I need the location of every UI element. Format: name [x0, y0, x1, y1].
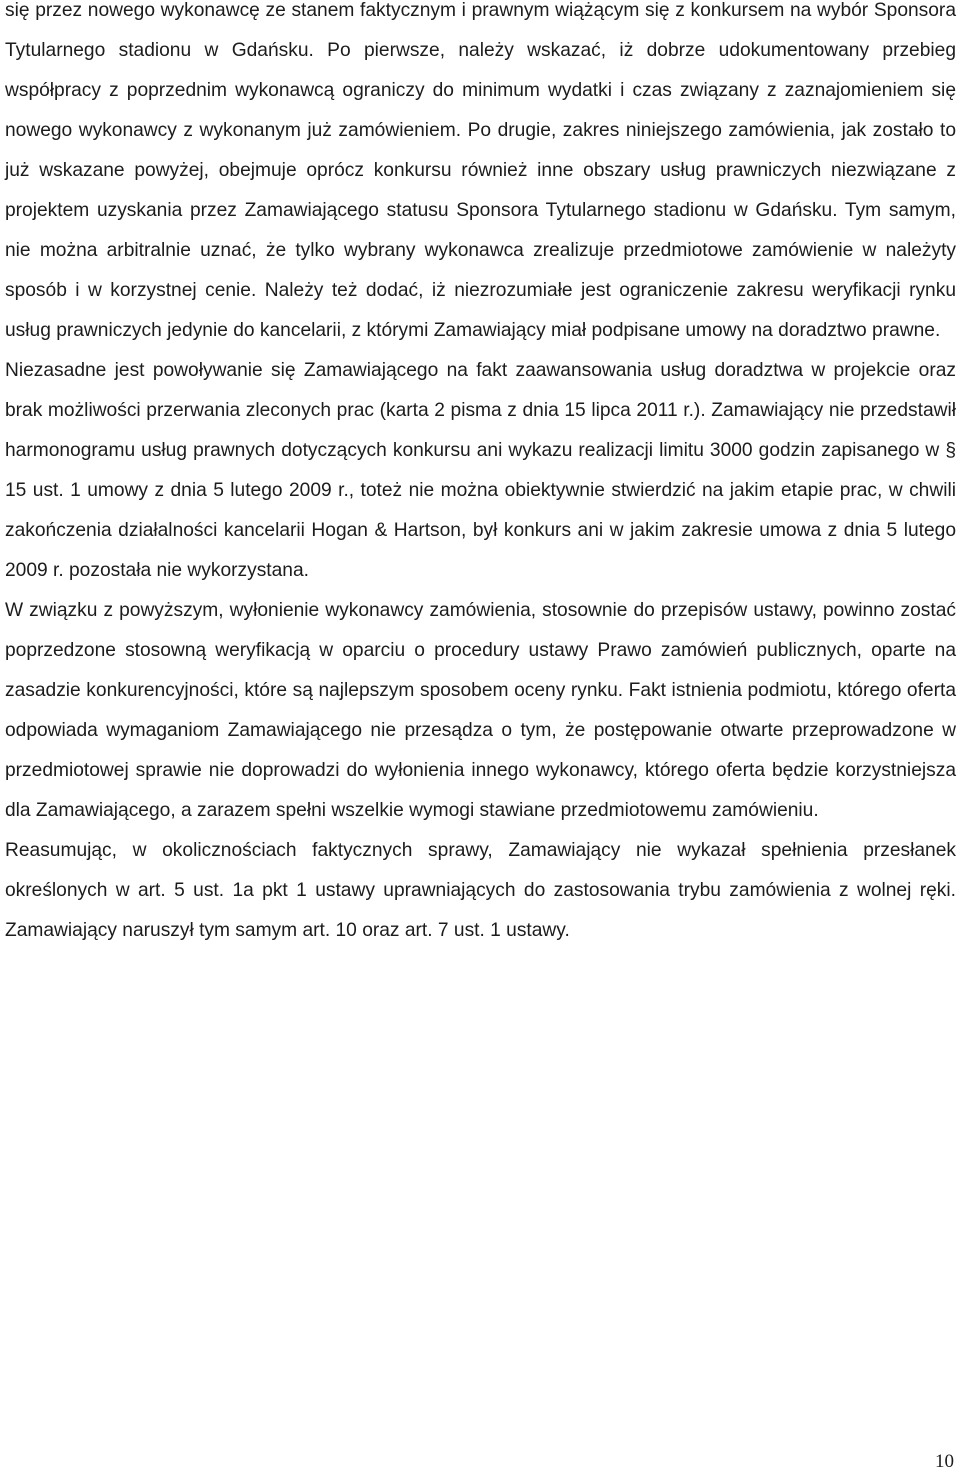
document-page: [5, 0, 956, 951]
paragraph-1: się przez nowego wykonawcę ze stanem faktycznym i prawnym wiążącym się z konkursem na wybór Sponsora Tytularnego stadionu w Gdańsku. Po pierwsze, należy wskazać, iż dobrze udokumentowany przebieg współpracy z poprzednim wykonawcą ograniczy do minimum wydatki i czas związany z zaznajomieniem się nowego wykonawcy z wykonanym już zamówieniem. Po drugie, zakres niniejszego zamówienia, jak zostało to już wskazane powyżej, obejmuje oprócz konkursu również inne obszary usług prawniczych niezwiązane z projektem uzyskania przez Zamawiającego statusu Sponsora Tytularnego stadionu w Gdańsku. Tym samym, nie można arbitralnie uznać, że tylko wybrany wykonawca zrealizuje przedmiotowe zamówienie w należyty sposób i w korzystnej cenie. Należy też dodać, iż niezrozumiałe jest ograniczenie zakresu weryfikacji rynku usług prawniczych jedynie do kancelarii, z którymi Zamawiający miał podpisane umowy na doradztwo prawne.: [5, 0, 956, 341]
paragraph-2: Niezasadne jest powoływanie się Zamawiającego na fakt zaawansowania usług doradztwa w projekcie oraz brak możliwości przerwania zleconych prac (karta 2 pisma z dnia 15 lipca 2011 r.). Zamawiający nie przedstawił harmonogramu usług prawnych dotyczących konkursu ani wykazu realizacji limitu 3000 godzin zapisanego w § 15 ust. 1 umowy z dnia 5 lutego 2009 r., toteż nie można obiektywnie stwierdzić na jakim etapie prac, w chwili zakończenia działalności kancelarii Hogan & Hartson, był konkurs ani w jakim zakresie umowa z dnia 5 lutego 2009 r. pozostała nie wykorzystana.: [5, 360, 956, 581]
paragraph-4: Reasumując, w okolicznościach faktycznych sprawy, Zamawiający nie wykazał spełnienia przesłanek określonych w art. 5 ust. 1a pkt 1 ustawy uprawniających do zastosowania trybu zamówienia z wolnej ręki. Zamawiający naruszył tym samym art. 10 oraz art. 7 ust. 1 ustawy.: [5, 840, 956, 941]
page-number: 10: [935, 1451, 954, 1472]
paragraph-3: W związku z powyższym, wyłonienie wykonawcy zamówienia, stosownie do przepisów ustawy, powinno zostać poprzedzone stosowną weryfikacją w oparciu o procedury ustawy Prawo zamówień publicznych, oparte na zasadzie konkurencyjności, które są najlepszym sposobem oceny rynku. Fakt istnienia podmiotu, którego oferta odpowiada wymaganiom Zamawiającego nie przesądza o tym, że postępowanie otwarte przeprowadzone w przedmiotowej sprawie nie doprowadzi do wyłonienia innego wykonawcy, którego oferta będzie korzystniejsza dla Zamawiającego, a zarazem spełni wszelkie wymogi stawiane przedmiotowemu zamówieniu.: [5, 600, 956, 821]
